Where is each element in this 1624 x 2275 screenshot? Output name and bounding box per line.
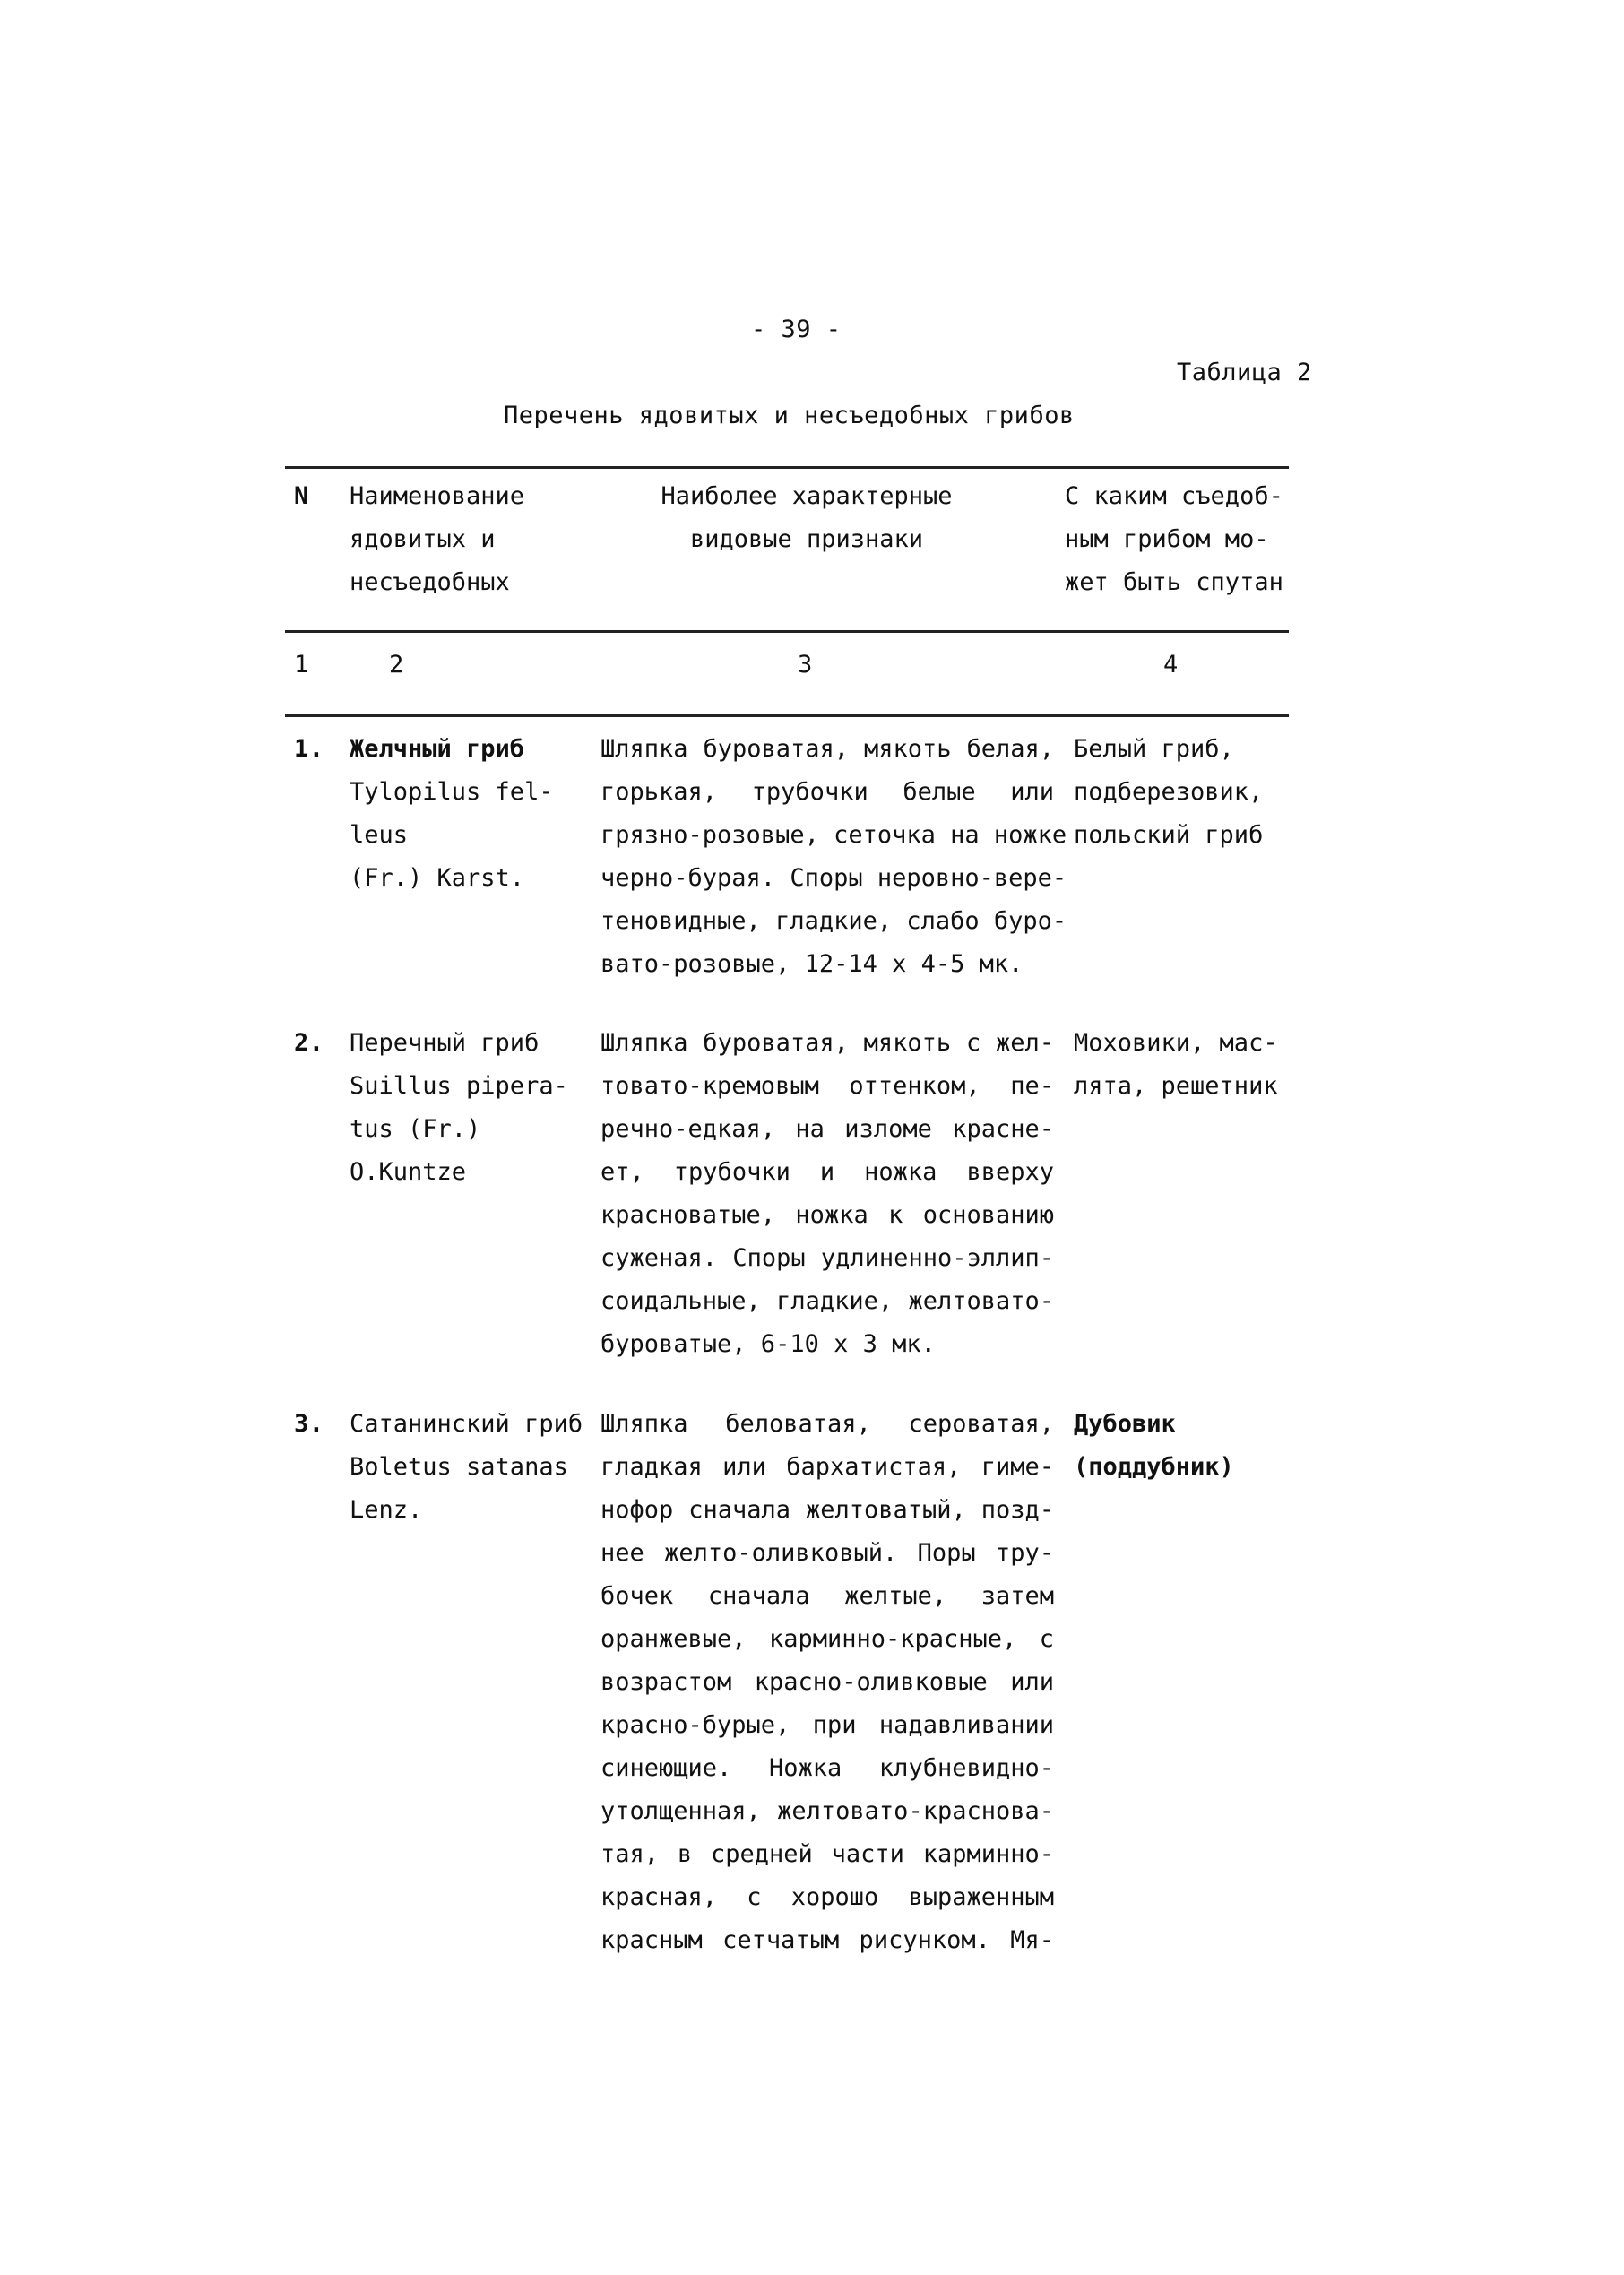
row-1-features-line: вато-розовые, 12-14 x 4-5 мк. <box>600 950 1024 978</box>
header-col-confused-line: жет быть спутан <box>1065 568 1283 596</box>
row-1-features-line: грязно-розовые, сеточка на ножке <box>600 821 1067 849</box>
row-3-features-line: нофор сначала желтоватый, позд- <box>600 1496 1054 1524</box>
row-3-features-line: утолщенная, желтовато-краснова- <box>600 1797 1054 1825</box>
row-1-features-line: черно-бурая. Споры неровно-вере- <box>600 864 1067 892</box>
header-col-features-line: видовые признаки <box>689 525 924 553</box>
column-number-1: 1 <box>294 651 309 679</box>
column-number-4: 4 <box>1163 651 1179 679</box>
row-1-name-line: Желчный гриб <box>350 735 525 763</box>
table-label: Таблица 2 <box>1177 359 1312 386</box>
row-1-name-line: (Fr.) Karst. <box>350 864 525 892</box>
header-col-name <box>350 475 524 604</box>
column-number-3: 3 <box>798 651 813 679</box>
row-3-features-line: гладкая или бархатистая, гиме- <box>600 1453 1054 1481</box>
row-3-name-line: Boletus satanas <box>350 1453 568 1481</box>
column-number-2: 2 <box>389 651 404 679</box>
row-3-features-line: Шляпка беловатая, сероватая, <box>600 1410 1054 1438</box>
header-col-number: N <box>294 482 309 510</box>
row-3-name-line: Сатанинский гриб <box>350 1410 583 1438</box>
row-3-confused-line: Дубовик <box>1074 1410 1176 1438</box>
header-bottom-rule <box>285 630 1289 633</box>
row-2-confused-line: Моховики, мас- <box>1074 1029 1278 1057</box>
header-col-name-line: ядовитых и <box>350 525 496 553</box>
row-1-features-line: Шляпка буроватая, мякоть белая, <box>600 735 1054 763</box>
row-2-name-line: Перечный гриб <box>350 1029 540 1057</box>
row-3-features-line: нее желто-оливковый. Поры тру- <box>600 1539 1054 1567</box>
row-3-features-line: красно-бурые, при надавливании <box>600 1711 1054 1739</box>
row-2-name-line: Suillus pipera- <box>350 1072 568 1100</box>
header-col-name-line: несъедобных <box>350 568 510 596</box>
header-top-rule <box>285 466 1289 469</box>
header-col-confused-line: ным грибом мо- <box>1065 525 1269 553</box>
header-col-name-line: Наименование <box>350 482 525 510</box>
row-3-name <box>350 1403 583 1532</box>
header-col-confused-line: С каким съедоб- <box>1065 482 1283 510</box>
row-1-name-line: leus <box>350 821 409 849</box>
row-2-confused <box>1074 1022 1278 1108</box>
row-3-number: 3. <box>294 1410 324 1438</box>
row-2-name <box>350 1022 568 1194</box>
row-1-name-line: Tylopilus fel- <box>350 778 554 806</box>
row-3-features-line: тая, в средней части карминно- <box>600 1840 1054 1868</box>
row-1-confused-line: подберезовик, <box>1074 778 1264 806</box>
row-2-features-line: красноватые, ножка к основанию <box>600 1201 1054 1229</box>
row-3-features <box>600 1403 1054 1962</box>
row-2-features <box>600 1022 1054 1366</box>
row-3-features-line: красным сетчатым рисунком. Мя- <box>600 1926 1054 1954</box>
row-1-confused-line: польский гриб <box>1074 821 1264 849</box>
column-numbers-rule <box>285 714 1289 717</box>
row-2-features-line: товато-кремовым оттенком, пе- <box>600 1072 1054 1100</box>
row-3-features-line: возрастом красно-оливковые или <box>600 1668 1054 1696</box>
row-1-name <box>350 728 554 900</box>
row-3-features-line: красная, с хорошо выраженным <box>600 1883 1054 1911</box>
row-3-confused <box>1074 1403 1234 1489</box>
row-1-features <box>600 728 1067 986</box>
row-1-features-line: теновидные, гладкие, слабо буро- <box>600 907 1067 935</box>
table-title: Перечень ядовитых и несъедобных грибов <box>504 402 1075 429</box>
row-2-name-line: O.Kuntze <box>350 1158 467 1186</box>
row-2-number: 2. <box>294 1029 324 1057</box>
row-3-confused-line: (поддубник) <box>1074 1453 1234 1481</box>
row-2-features-line: буроватые, 6-10 x 3 мк. <box>600 1330 936 1358</box>
row-2-features-line: ет, трубочки и ножка вверху <box>600 1158 1054 1186</box>
row-1-number: 1. <box>294 735 324 763</box>
header-col-confused <box>1065 475 1283 604</box>
header-col-features <box>600 475 1013 561</box>
row-2-name-line: tus (Fr.) <box>350 1115 481 1143</box>
row-3-features-line: синеющие. Ножка клубневидно- <box>600 1754 1054 1782</box>
row-1-confused-line: Белый гриб, <box>1074 735 1234 763</box>
row-2-confused-line: лята, решетник <box>1074 1072 1278 1100</box>
header-col-features-line: Наиболее характерные <box>661 482 953 510</box>
row-2-features-line: речно-едкая, на изломе красне- <box>600 1115 1054 1143</box>
row-2-features-line: Шляпка буроватая, мякоть с жел- <box>600 1029 1054 1057</box>
row-3-features-line: оранжевые, карминно-красные, с <box>600 1625 1054 1653</box>
row-2-features-line: суженая. Споры удлиненно-эллип- <box>600 1244 1054 1272</box>
row-1-confused <box>1074 728 1263 857</box>
row-3-name-line: Lenz. <box>350 1496 423 1524</box>
row-3-features-line: бочек сначала желтые, затем <box>600 1582 1054 1610</box>
row-1-features-line: горькая, трубочки белые или <box>600 778 1054 806</box>
page-number: - 39 - <box>751 316 842 343</box>
row-2-features-line: соидальные, гладкие, желтовато- <box>600 1287 1054 1315</box>
